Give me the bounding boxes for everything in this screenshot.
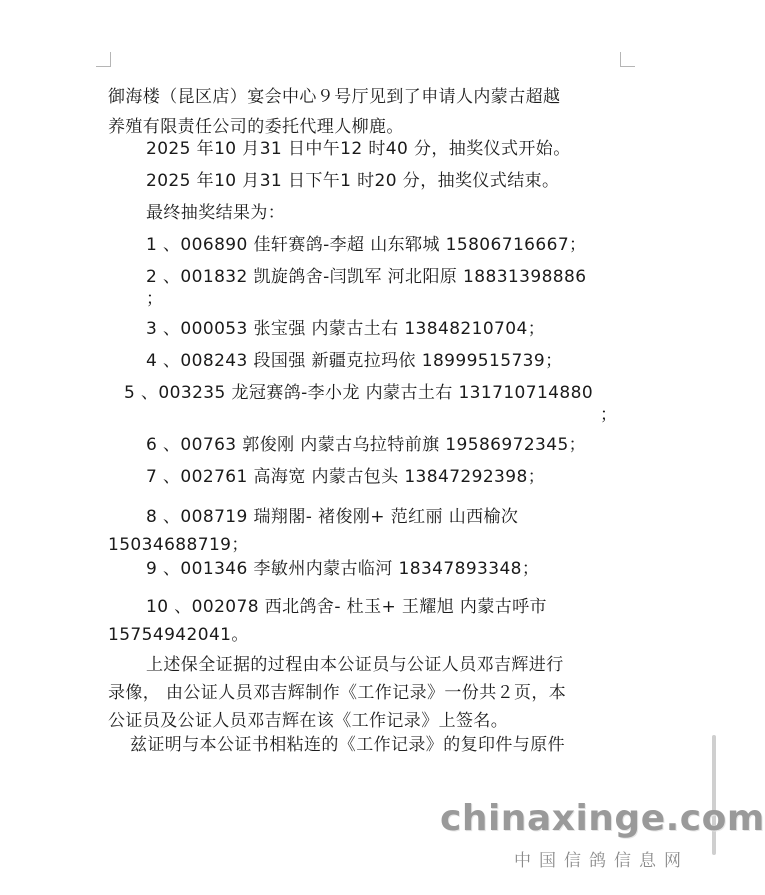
list-item: 7 、002761 高海宽 内蒙古包头 13847292398； (146, 467, 546, 487)
text-line: 兹证明与本公证书相粘连的《工作记录》的复印件与原件 (130, 735, 565, 755)
list-item: 9 、001346 李敏州内蒙古临河 18347893348； (146, 559, 540, 579)
list-item: 4 、008243 段国强 新疆克拉玛依 18999515739； (146, 351, 563, 371)
page-corner-mark-left (96, 52, 111, 67)
text-line: 15034688719； (108, 535, 249, 555)
watermark-site: chinaxinge.com (440, 798, 765, 839)
text-line: ； (600, 405, 618, 425)
text-line: 上述保全证据的过程由本公证员与公证人员邓吉辉进行 (146, 655, 564, 675)
list-item: 2 、001832 凯旋鸽舍-闫凯军 河北阳原 18831398886 (146, 267, 587, 287)
text-line: ； (146, 289, 164, 309)
list-item: 3 、000053 张宝强 内蒙古土右 13848210704； (146, 319, 546, 339)
text-line: 御海楼（昆区店）宴会中心９号厅见到了申请人内蒙古超越 (108, 87, 561, 107)
text-line: 15754942041。 (108, 625, 249, 645)
text-line: 2025 年10 月31 日下午1 时20 分，抽奖仪式结束。 (146, 171, 560, 191)
text-line: 最终抽奖结果为： (146, 203, 286, 223)
list-item: 5 、003235 龙冠赛鸽-李小龙 内蒙古土右 13171071488​0 (124, 383, 594, 403)
text-line: 养殖有限责任公司的委托代理人柳鹿。 (108, 117, 404, 137)
list-item: 6 、00763 郭俊刚 内蒙古乌拉特前旗 19586972345； (146, 435, 587, 455)
list-item: 10 、002078 西北鸽舍- 杜玉+ 王耀旭 内蒙古呼市 (146, 597, 547, 617)
list-item: 1 、006890 佳轩赛鸽-李超 山东郓城 15806716667； (146, 235, 587, 255)
text-line: 录像， 由公证人员邓吉辉制作《工作记录》一份共２页，本 (108, 683, 567, 703)
text-line: 2025 年10 月31 日中午12 时40 分，抽奖仪式开始。 (146, 139, 571, 159)
list-item: 8 、008719 瑞翔閣- 褚俊刚+ 范红丽 山西榆次 (146, 507, 519, 527)
watermark-site-cn: 中国信鸽信息网 (514, 851, 689, 871)
page-corner-mark-right (620, 52, 635, 67)
text-line: 公证员及公证人员邓吉辉在该《工作记录》上签名。 (108, 711, 509, 731)
